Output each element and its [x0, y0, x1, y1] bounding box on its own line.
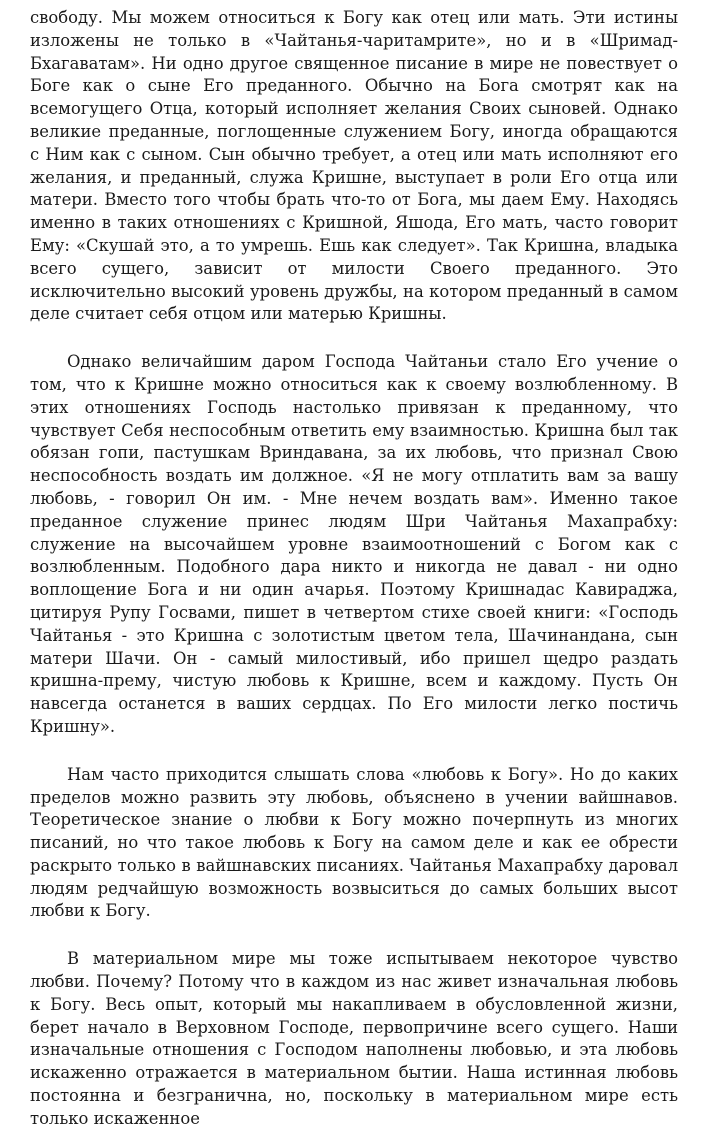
paragraph-3: Нам часто приходится слышать слова «любовь к Богу». Но до каких пределов можно развить эту любовь, объяснено в учении вайшнавов. Теоретическое знание о любви к Богу можно почерпнуть из многих писаний, но что такое любовь к Богу на самом деле и как ее обрести раскрыто только в вайшнавских писаниях. Чайтанья Махапрабху даровал людям редчайшую возможность возвыситься до самых больших высот любви к Богу. [30, 764, 678, 921]
paragraph-2: Однако величайшим даром Господа Чайтаньи стало Его учение о том, что к Кришне можно относиться как к своему возлюбленному. В этих отношениях Господь настолько привязан к преданному, что чувствует Себя неспособным ответить ему взаимностью. Кришна был так обязан гопи, пастушкам Вриндавана, за их любовь, что признал Свою неспособность воздать им должное. «Я не могу отплатить вам за вашу любовь, - говорил Он им. - Мне нечем воздать вам». Именно такое преданное служение принес людям Шри Чайтанья Махапрабху: служение на высочайшем уровне взаимоотношений с Богом как с возлюбленным. Подобного дара никто и никогда не давал - ни одно воплощение Бога и ни один ачарья. Поэтому Кришнадас Кавираджа, цитируя Рупу Госвами, пишет в четвертом стихе своей книги: «Господь Чайтанья - это Кришна с золотистым цветом тела, Шачинандана, сын матери Шачи. Он - самый милостивый, ибо пришел щедро раздать кришна-прему, чистую любовь к Кришне, всем и каждому. Пусть Он навсегда останется в ваших сердцах. По Его милости легко постичь Кришну». [30, 352, 678, 736]
paragraph-gap [30, 923, 678, 948]
paragraph-gap [30, 326, 678, 351]
paragraph-gap [30, 739, 678, 764]
document-page [30, 7, 678, 1131]
paragraph-4: В материальном мире мы тоже испытываем некоторое чувство любви. Почему? Потому что в каждом из нас живет изначальная любовь к Богу. Весь опыт, который мы накапливаем в обусловленной жизни, берет начало в Верховном Господе, первопричине всего сущего. Наши изначальные отношения с Господом наполнены любовью, и эта любовь искаженно отражается в материальном бытии. Наша истинная любовь постоянна и безгранична, но, поскольку в материальном мире есть только искаженное [30, 949, 678, 1128]
paragraph-1: свободу. Мы можем относиться к Богу как отец или мать. Эти истины изложены не только в «Чайтанья-чаритамрите», но и в «Шримад-Бхагаватам». Ни одно другое священное писание в мире не повествует о Боге как о сыне Его преданного. Обычно на Бога смотрят как на всемогущего Отца, который исполняет желания Своих сыновей. Однако великие преданные, поглощенные служением Богу, иногда обращаются с Ним как с сыном. Сын обычно требует, а отец или мать исполняют его желания, и преданный, служа Кришне, выступает в роли Его отца или матери. Вместо того чтобы брать что-то от Бога, мы даем Ему. Находясь именно в таких отношениях с Кришной, Яшода, Его мать, часто говорит Ему: «Скушай это, а то умрешь. Ешь как следует». Так Кришна, владыка всего сущего, зависит от милости Своего преданного. Это исключительно высокий уровень дружбы, на котором преданный в самом деле считает себя отцом или матерью Кришны. [30, 8, 678, 324]
